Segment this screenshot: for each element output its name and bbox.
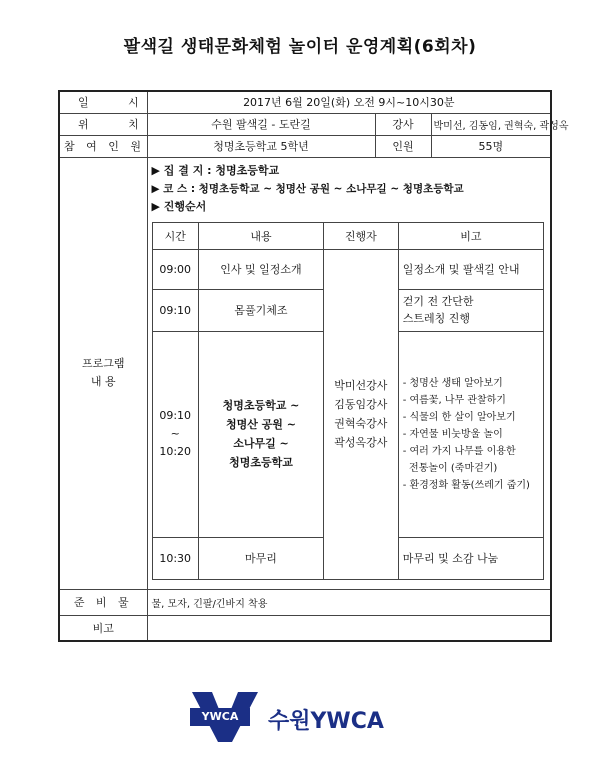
row-time: 09:00 — [152, 249, 198, 289]
host-name: 권혁숙강사 — [334, 417, 388, 430]
activity-list — [403, 375, 539, 494]
row-participants — [59, 135, 551, 157]
row-remark — [398, 289, 543, 331]
date-value: 2017년 6월 20일(화) 오전 9시~10시30분 — [147, 91, 551, 113]
supplies-label: 준 비 물 — [59, 589, 147, 615]
place-value: 수원 팔색길 - 도란길 — [147, 113, 375, 135]
time-end: 10:20 — [159, 445, 192, 458]
row-content: 마무리 — [198, 537, 323, 579]
header-content: 내용 — [198, 222, 323, 249]
row-time — [152, 331, 198, 537]
note-label: 비고 — [59, 615, 147, 641]
activity-item: - 환경정화 활동(쓰레기 줍기) — [402, 479, 530, 491]
row-remark: 마무리 및 소감 나눔 — [398, 537, 543, 579]
row-supplies — [59, 589, 551, 615]
remark-line: 걷기 전 간단한 — [402, 295, 474, 308]
supplies-value: 물, 모자, 긴팔/긴바지 착용 — [147, 589, 551, 615]
schedule-row — [152, 249, 544, 289]
row-place — [59, 113, 551, 135]
participants-label: 참 여 인 원 — [59, 135, 147, 157]
header-remark: 비고 — [398, 222, 543, 249]
host-name: 박미선강사 — [334, 379, 388, 392]
row-remark: 일정소개 및 팔색길 안내 — [398, 249, 543, 289]
time-sep: ~ — [170, 427, 180, 440]
host-name: 곽성옥강사 — [334, 436, 388, 449]
course-stop: 청명초등학교 — [229, 456, 293, 469]
plan-table — [58, 90, 569, 642]
row-date — [59, 91, 551, 113]
order-heading: ▶ 진행순서 — [151, 199, 207, 213]
program-content — [147, 157, 551, 589]
activity-item: - 여름꽃, 나무 관찰하기 — [402, 394, 506, 406]
remark-line: 스트레칭 진행 — [402, 312, 470, 325]
row-content — [198, 331, 323, 537]
hosts-cell — [324, 249, 399, 579]
ywca-logo-text: 수원YWCA — [268, 709, 384, 734]
activity-item: - 여러 가지 나무를 이용한 — [402, 445, 516, 457]
participants-value: 청명초등학교 5학년 — [147, 135, 375, 157]
program-label — [59, 157, 147, 589]
program-label-line1: 프로그램 — [81, 357, 125, 370]
count-value: 55명 — [431, 135, 551, 157]
activity-item: 전통놀이 (죽마걷기) — [402, 462, 498, 474]
instructor-label: 강사 — [375, 113, 431, 135]
row-remark — [398, 331, 543, 537]
host-name: 김동임강사 — [334, 398, 388, 411]
note-value — [147, 615, 551, 641]
row-time: 09:10 — [152, 289, 198, 331]
activity-item: - 자연물 비눗방울 놀이 — [402, 428, 503, 440]
schedule-header — [152, 222, 544, 249]
course-stop: 청명초등학교 ~ — [222, 399, 300, 412]
ywca-logo — [190, 690, 410, 744]
row-program — [59, 157, 551, 589]
row-note — [59, 615, 551, 641]
row-time: 10:30 — [152, 537, 198, 579]
ywca-mark-text: YWCA — [190, 708, 250, 726]
row-content: 몸풀기체조 — [198, 289, 323, 331]
date-label: 일 시 — [59, 91, 147, 113]
instructor-value: 박미선, 김동임, 권혁숙, 곽성옥 — [431, 113, 551, 135]
count-label: 인원 — [375, 135, 431, 157]
header-host: 진행자 — [324, 222, 399, 249]
course: ▶ 코 스 : 청명초등학교 ~ 청명산 공원 ~ 소나무길 ~ 청명초등학교 — [151, 182, 464, 195]
program-label-line2: 내 용 — [90, 375, 116, 388]
activity-item: - 청명산 생태 알아보기 — [402, 377, 503, 389]
place-label: 위 치 — [59, 113, 147, 135]
row-content: 인사 및 일정소개 — [198, 249, 323, 289]
activity-item: - 식물의 한 살이 알아보기 — [402, 411, 516, 423]
meeting-point: ▶ 집 결 지 : 청명초등학교 — [151, 163, 280, 177]
time-start: 09:10 — [159, 409, 192, 422]
page-title: 팔색길 생태문화체험 놀이터 운영계획(6회차) — [123, 37, 477, 57]
course-stop: 소나무길 ~ — [233, 437, 289, 450]
course-stop: 청명산 공원 ~ — [225, 418, 296, 431]
schedule-table — [152, 222, 545, 580]
header-time: 시간 — [152, 222, 198, 249]
